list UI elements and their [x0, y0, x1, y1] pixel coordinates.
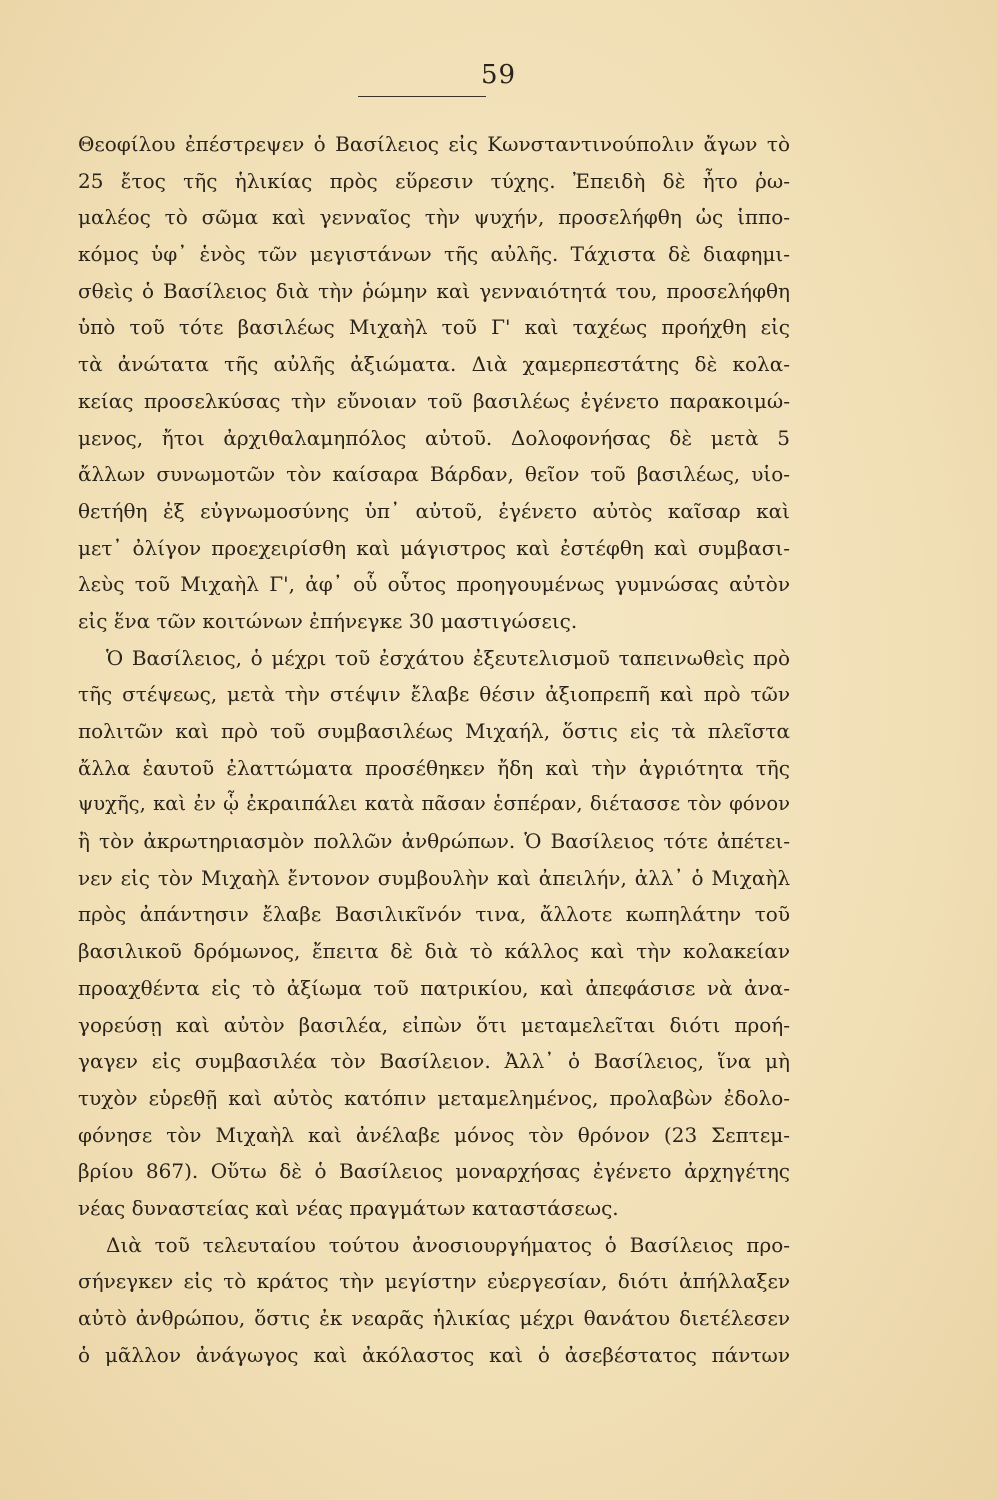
- text-line: κόμος ὑφ᾽ ἑνὸς τῶν μεγιστάνων τῆς αὐλῆς. Τάχιστα δὲ διαφημι-: [78, 242, 790, 267]
- text-line: ἢ τὸν ἀκρωτηριασμὸν πολλῶν ἀνθρώπων. Ὁ Βασίλειος τότε ἀπέτει-: [78, 829, 790, 854]
- text-line: μαλέος τὸ σῶμα καὶ γενναῖος τὴν ψυχήν, προσελήφθη ὡς ἱππο-: [78, 205, 790, 230]
- paragraph-start-line: Ὁ Βασίλειος, ὁ μέχρι τοῦ ἐσχάτου ἐξευτελισμοῦ ταπεινωθεὶς πρὸ: [106, 645, 790, 670]
- text-line: νεν εἰς τὸν Μιχαὴλ ἔντονον συμβουλὴν καὶ ἀπειλήν, ἀλλ᾽ ὁ Μιχαὴλ: [78, 865, 790, 890]
- text-line: νέας δυναστείας καὶ νέας πραγμάτων καταστάσεως.: [78, 1195, 619, 1220]
- text-line: προαχθέντα εἰς τὸ ἀξίωμα τοῦ πατρικίου, καὶ ἀπεφάσισε νὰ ἀνα-: [78, 975, 790, 1000]
- text-line: Θεοφίλου ἐπέστρεψεν ὁ Βασίλειος εἰς Κωνσταντινούπολιν ἄγων τὸ: [78, 132, 790, 156]
- text-line: μενος, ἤτοι ἀρχιθαλαμηπόλος αὐτοῦ. Δολοφονήσας δὲ μετὰ 5: [78, 425, 790, 450]
- text-line: ἄλλα ἑαυτοῦ ἐλαττώματα προσέθηκεν ἤδη καὶ τὴν ἀγριότητα τῆς: [78, 755, 790, 780]
- text-line: 25 ἔτος τῆς ἡλικίας πρὸς εὕρεσιν τύχης. Ἐπειδὴ δὲ ἦτο ῥω-: [78, 168, 790, 193]
- text-line: ψυχῆς, καὶ ἐν ᾧ ἐκραιπάλει κατὰ πᾶσαν ἑσπέραν, διέτασσε τὸν φόνον: [78, 792, 790, 816]
- text-line: φόνησε τὸν Μιχαὴλ καὶ ἀνέλαβε μόνος τὸν θρόνον (23 Σεπτεμ-: [78, 1122, 790, 1147]
- text-line: ὑπὸ τοῦ τότε βασιλέως Μιχαὴλ τοῦ Γ' καὶ ταχέως προήχθη εἰς: [78, 315, 790, 340]
- text-line: σθεὶς ὁ Βασίλειος διὰ τὴν ῥώμην καὶ γενναιότητά του, προσελήφθη: [78, 278, 790, 303]
- text-line: αὐτὸ ἀνθρώπου, ὅστις ἐκ νεαρᾶς ἡλικίας μέχρι θανάτου διετέλεσεν: [78, 1306, 790, 1330]
- text-line: θετήθη ἐξ εὐγνωμοσύνης ὑπ᾽ αὐτοῦ, ἐγένετο αὐτὸς καῖσαρ καὶ: [78, 498, 790, 523]
- text-line: τῆς στέψεως, μετὰ τὴν στέψιν ἔλαβε θέσιν ἀξιοπρεπῆ καὶ πρὸ τῶν: [78, 682, 790, 707]
- header-rule: [358, 96, 486, 97]
- text-line: λεὺς τοῦ Μιχαὴλ Γ', ἀφ᾽ οὗ οὗτος προηγουμένως γυμνώσας αὐτὸν: [78, 572, 790, 597]
- text-line: μετ᾽ ὀλίγον προεχειρίσθη καὶ μάγιστρος καὶ ἐστέφθη καὶ συμβασι-: [78, 535, 790, 560]
- text-line: γαγεν εἰς συμβασιλέα τὸν Βασίλειον. Ἀλλ᾽ ὁ Βασίλειος, ἵνα μὴ: [78, 1049, 790, 1074]
- text-line: ὁ μᾶλλον ἀνάγωγος καὶ ἀκόλαστος καὶ ὁ ἀσεβέστατος πάντων: [78, 1342, 790, 1367]
- text-line: βασιλικοῦ δρόμωνος, ἔπειτα δὲ διὰ τὸ κάλλος καὶ τὴν κολακείαν: [78, 939, 790, 964]
- body-text: [78, 126, 790, 1373]
- text-line: ἄλλων συνωμοτῶν τὸν καίσαρα Βάρδαν, θεῖον τοῦ βασιλέως, υἱο-: [78, 462, 790, 487]
- text-line: τὰ ἀνώτατα τῆς αὐλῆς ἀξιώματα. Διὰ χαμερπεστάτης δὲ κολα-: [78, 352, 790, 377]
- text-line: πολιτῶν καὶ πρὸ τοῦ συμβασιλέως Μιχαήλ, ὅστις εἰς τὰ πλεῖστα: [78, 719, 790, 743]
- text-line: βρίου 867). Οὕτω δὲ ὁ Βασίλειος μοναρχήσας ἐγένετο ἀρχηγέτης: [78, 1159, 790, 1184]
- text-line: σήνεγκεν εἰς τὸ κράτος τὴν μεγίστην εὐεργεσίαν, διότι ἀπήλλαξεν: [78, 1269, 790, 1294]
- page-number: 59: [480, 60, 517, 90]
- text-line: γορεύσῃ καὶ αὐτὸν βασιλέα, εἰπὼν ὅτι μεταμελεῖται διότι προή-: [78, 1012, 790, 1037]
- paragraph-start-line: Διὰ τοῦ τελευταίου τούτου ἀνοσιουργήματος ὁ Βασίλειος προ-: [106, 1232, 790, 1257]
- text-line: πρὸς ἀπάντησιν ἔλαβε Βασιλικῖνόν τινα, ἄλλοτε κωπηλάτην τοῦ: [78, 902, 790, 927]
- text-line: κείας προσελκύσας τὴν εὔνοιαν τοῦ βασιλέως ἐγένετο παρακοιμώ-: [78, 388, 790, 413]
- text-line: τυχὸν εὑρεθῇ καὶ αὐτὸς κατόπιν μεταμελημένος, προλαβὼν ἐδολο-: [78, 1085, 790, 1110]
- text-line: εἰς ἕνα τῶν κοιτώνων ἐπήνεγκε 30 μαστιγώσεις.: [78, 608, 578, 633]
